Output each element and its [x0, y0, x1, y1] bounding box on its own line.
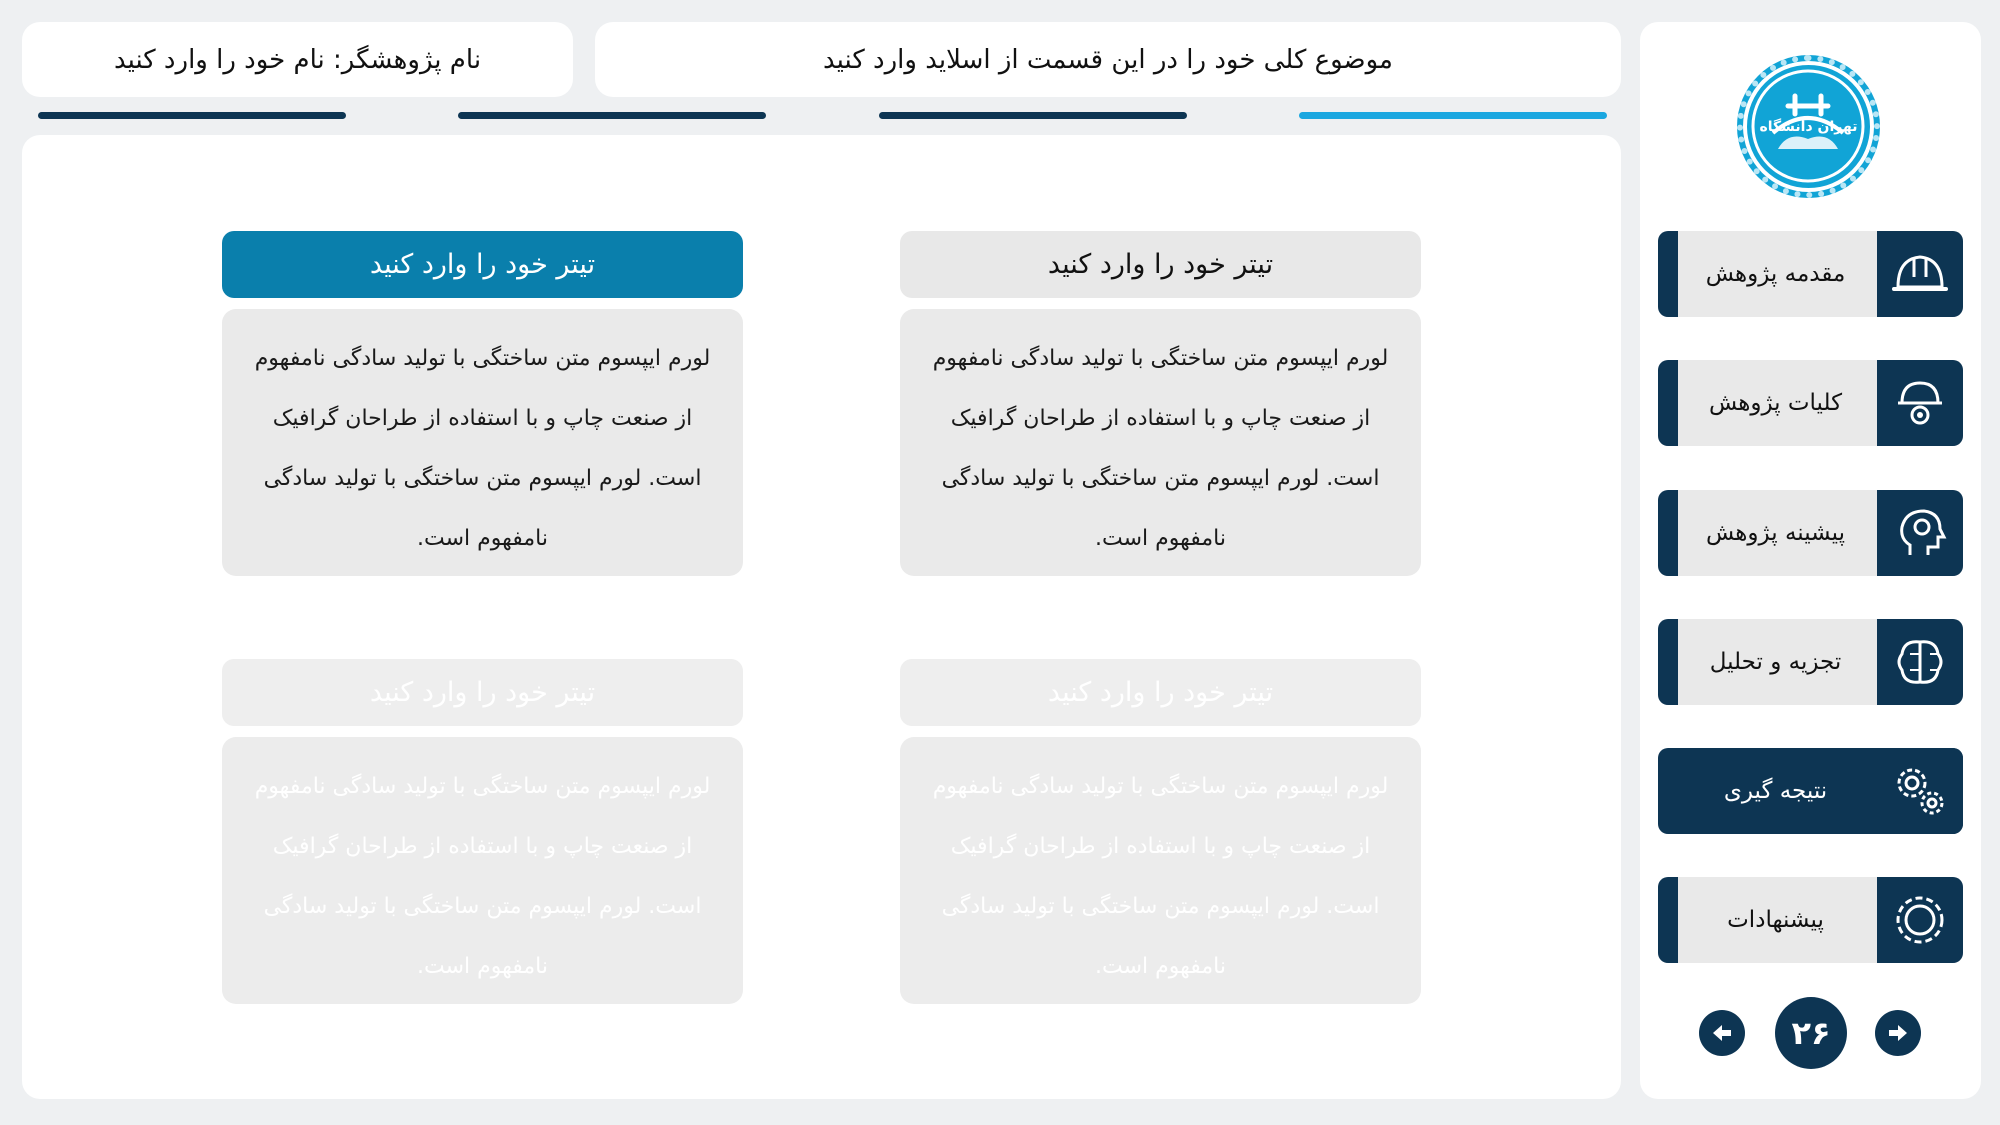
arrow-left-icon — [1707, 1018, 1737, 1048]
sidebar-item-introduction[interactable] — [1658, 231, 1963, 317]
sidebar-item-conclusion[interactable] — [1658, 748, 1963, 834]
sidebar-item-overview[interactable] — [1658, 360, 1963, 446]
progress-segment-2 — [879, 112, 1187, 119]
helmet-gear-icon — [1877, 360, 1963, 446]
content-panel — [22, 135, 1621, 1099]
sidebar-item-label: مقدمه پژوهش — [1705, 261, 1846, 287]
card-body-faded: لورم ایپسوم متن ساختگی با تولید سادگی نامفهوم از صنعت چاپ و با استفاده از طراحان گرافیک است. لورم ایپسوم متن ساختگی با تولید سادگی نامفهوم است. — [222, 737, 743, 1004]
sidebar-item-label: پیشینه پژوهش — [1705, 520, 1846, 546]
sidebar-item-label: نتیجه گیری — [1723, 778, 1828, 804]
sidebar-item-suggestions[interactable] — [1658, 877, 1963, 963]
gear-icon — [1877, 877, 1963, 963]
card-body: لورم ایپسوم متن ساختگی با تولید سادگی نامفهوم از صنعت چاپ و با استفاده از طراحان گرافیک است. لورم ایپسوم متن ساختگی با تولید سادگی نامفهوم است. — [222, 309, 743, 576]
card-title-faded: تیتر خود را وارد کنید — [222, 659, 743, 726]
slide-topic: موضوع کلی خود را در این قسمت از اسلاید وارد کنید — [823, 44, 1393, 75]
progress-segment-3 — [458, 112, 766, 119]
university-logo — [1737, 55, 1880, 198]
card-body: لورم ایپسوم متن ساختگی با تولید سادگی نامفهوم از صنعت چاپ و با استفاده از طراحان گرافیک است. لورم ایپسوم متن ساختگی با تولید سادگی نامفهوم است. — [900, 309, 1421, 576]
card-title: تیتر خود را وارد کنید — [900, 231, 1421, 298]
sidebar-item-label: تجزیه و تحلیل — [1709, 649, 1842, 675]
progress-segment-1-active — [1299, 112, 1607, 119]
head-gear-icon — [1877, 490, 1963, 576]
topic-bar — [595, 22, 1621, 97]
sidebar-item-label: پیشنهادات — [1727, 907, 1824, 933]
card-body-faded: لورم ایپسوم متن ساختگی با تولید سادگی نامفهوم از صنعت چاپ و با استفاده از طراحان گرافیک است. لورم ایپسوم متن ساختگی با تولید سادگی نامفهوم است. — [900, 737, 1421, 1004]
sidebar-item-analysis[interactable] — [1658, 619, 1963, 705]
logo-text: تهران دانشگاه — [1759, 119, 1858, 135]
sidebar-item-label: کلیات پژوهش — [1708, 390, 1843, 416]
page-number: ۲۶ — [1775, 997, 1847, 1069]
next-slide-button[interactable] — [1875, 1010, 1921, 1056]
brain-circuit-icon — [1877, 619, 1963, 705]
sidebar-item-literature[interactable] — [1658, 490, 1963, 576]
progress-segment-4 — [38, 112, 346, 119]
card-title-faded: تیتر خود را وارد کنید — [900, 659, 1421, 726]
prev-slide-button[interactable] — [1699, 1010, 1745, 1056]
sidebar — [1640, 22, 1981, 1099]
researcher-name: نام پژوهشگر: نام خود را وارد کنید — [113, 44, 482, 75]
researcher-name-bar — [22, 22, 573, 97]
card-title-highlighted: تیتر خود را وارد کنید — [222, 231, 743, 298]
hard-hat-icon — [1877, 231, 1963, 317]
gears-icon — [1877, 748, 1963, 834]
arrow-right-icon — [1883, 1018, 1913, 1048]
